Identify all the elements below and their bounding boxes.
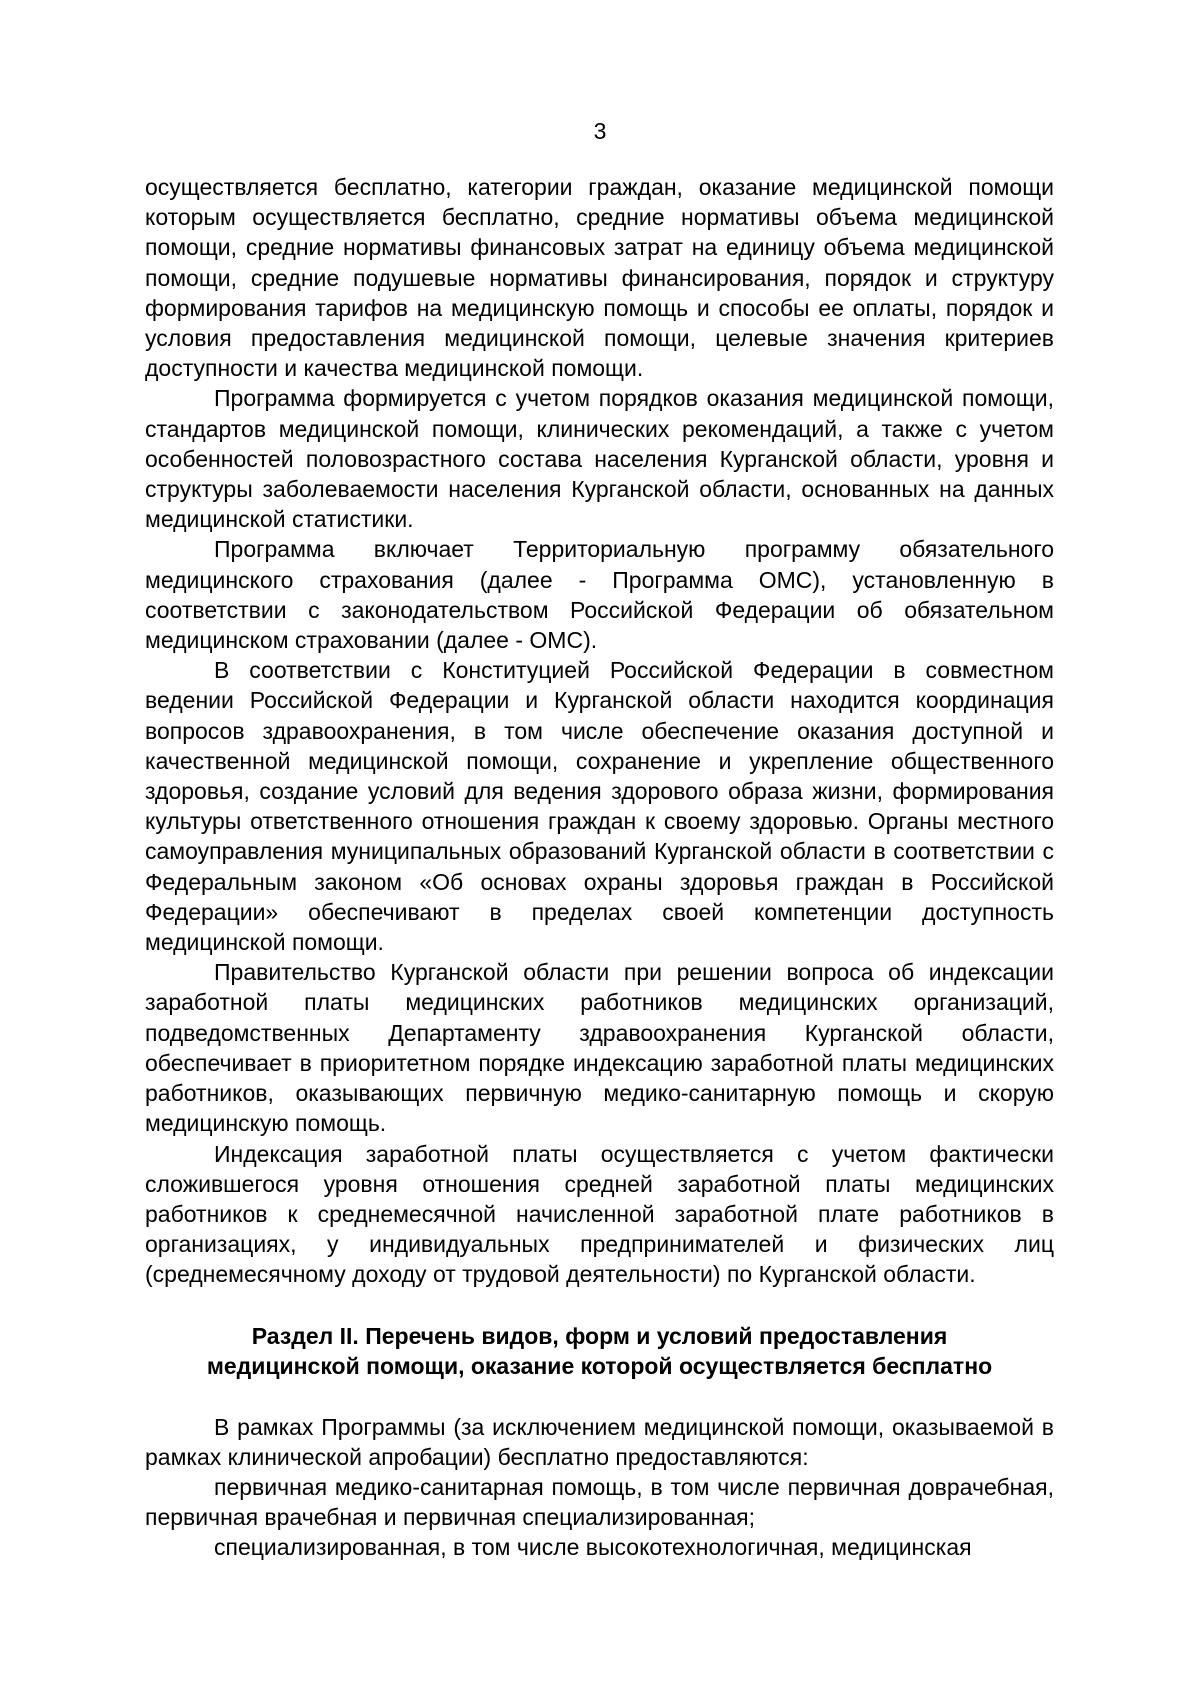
paragraph-3: Программа включает Территориальную программу обязательного медицинского страхования (далее - Программа ОМС), установленную в соответствии с законодательством Российской Федерации об обязательном медицинском страховании (далее - ОМС). [145, 536, 1054, 654]
section-heading-line-1: Раздел II. Перечень видов, форм и условий предоставления [251, 1322, 948, 1349]
section-heading-line-2: медицинской помощи, оказание которой осуществляется бесплатно [206, 1352, 993, 1379]
paragraph-7: В рамках Программы (за исключением медицинской помощи, оказываемой в рамках клинической апробации) бесплатно предоставляются: [145, 1413, 1054, 1470]
document-body [145, 172, 1054, 1563]
section-heading [145, 1321, 1054, 1381]
paragraph-2: Программа формируется с учетом порядков оказания медицинской помощи, стандартов медицинской помощи, клинических рекомендаций, а также с учетом особенностей половозрастного состава населения Курганской области, уровня и структуры заболеваемости населения Курганской области, основанных на данных медицинской статистики. [145, 385, 1054, 533]
paragraph-9: специализированная, в том числе высокотехнологичная, медицинская [214, 1534, 972, 1561]
paragraph-5: Правительство Курганской области при решении вопроса об индексации заработной платы медицинских работников медицинских организаций, подведомственных Департаменту здравоохранения Курганской области, обеспечивает в приоритетном порядке индексацию заработной платы медицинских работников, оказывающих первичную медико-санитарную помощь и скорую медицинскую помощь. [145, 959, 1054, 1137]
paragraph-8: первичная медико-санитарная помощь, в том числе первичная доврачебная, первичная врачебная и первичная специализированная; [145, 1473, 1054, 1531]
paragraph-1: осуществляется бесплатно, категории граждан, оказание медицинской помощи которым осуществляется бесплатно, средние нормативы объема медицинской помощи, средние нормативы финансовых затрат на единицу объема медицинской помощи, средние подушевые нормативы финансирования, порядок и структуру формирования тарифов на медицинскую помощь и способы ее оплаты, порядок и условия предоставления медицинской помощи, целевые значения критериев доступности и качества медицинской помощи. [145, 174, 1054, 382]
paragraph-4: В соответствии с Конституцией Российской Федерации в совместном ведении Российской Федерации и Курганской области находится координация вопросов здравоохранения, в том числе обеспечение оказания доступной и качественной медицинской помощи, сохранение и укрепление общественного здоровья, создание условий для ведения здорового образа жизни, формирования культуры ответственного отношения граждан к своему здоровью. Органы местного самоуправления муниципальных образований Курганской области в соответствии с Федеральным законом «Об основах охраны здоровья граждан в Российской Федерации» обеспечивают в пределах своей компетенции доступность медицинской помощи. [145, 657, 1054, 956]
paragraph-6: Индексация заработной платы осуществляется с учетом фактически сложившегося уровня отношения средней заработной платы медицинских работников к среднемесячной начисленной заработной плате работников в организациях, у индивидуальных предпринимателей и физических лиц (среднемесячному доходу от трудовой деятельности) по Курганской области. [145, 1140, 1054, 1288]
page-number: 3 [593, 118, 607, 144]
